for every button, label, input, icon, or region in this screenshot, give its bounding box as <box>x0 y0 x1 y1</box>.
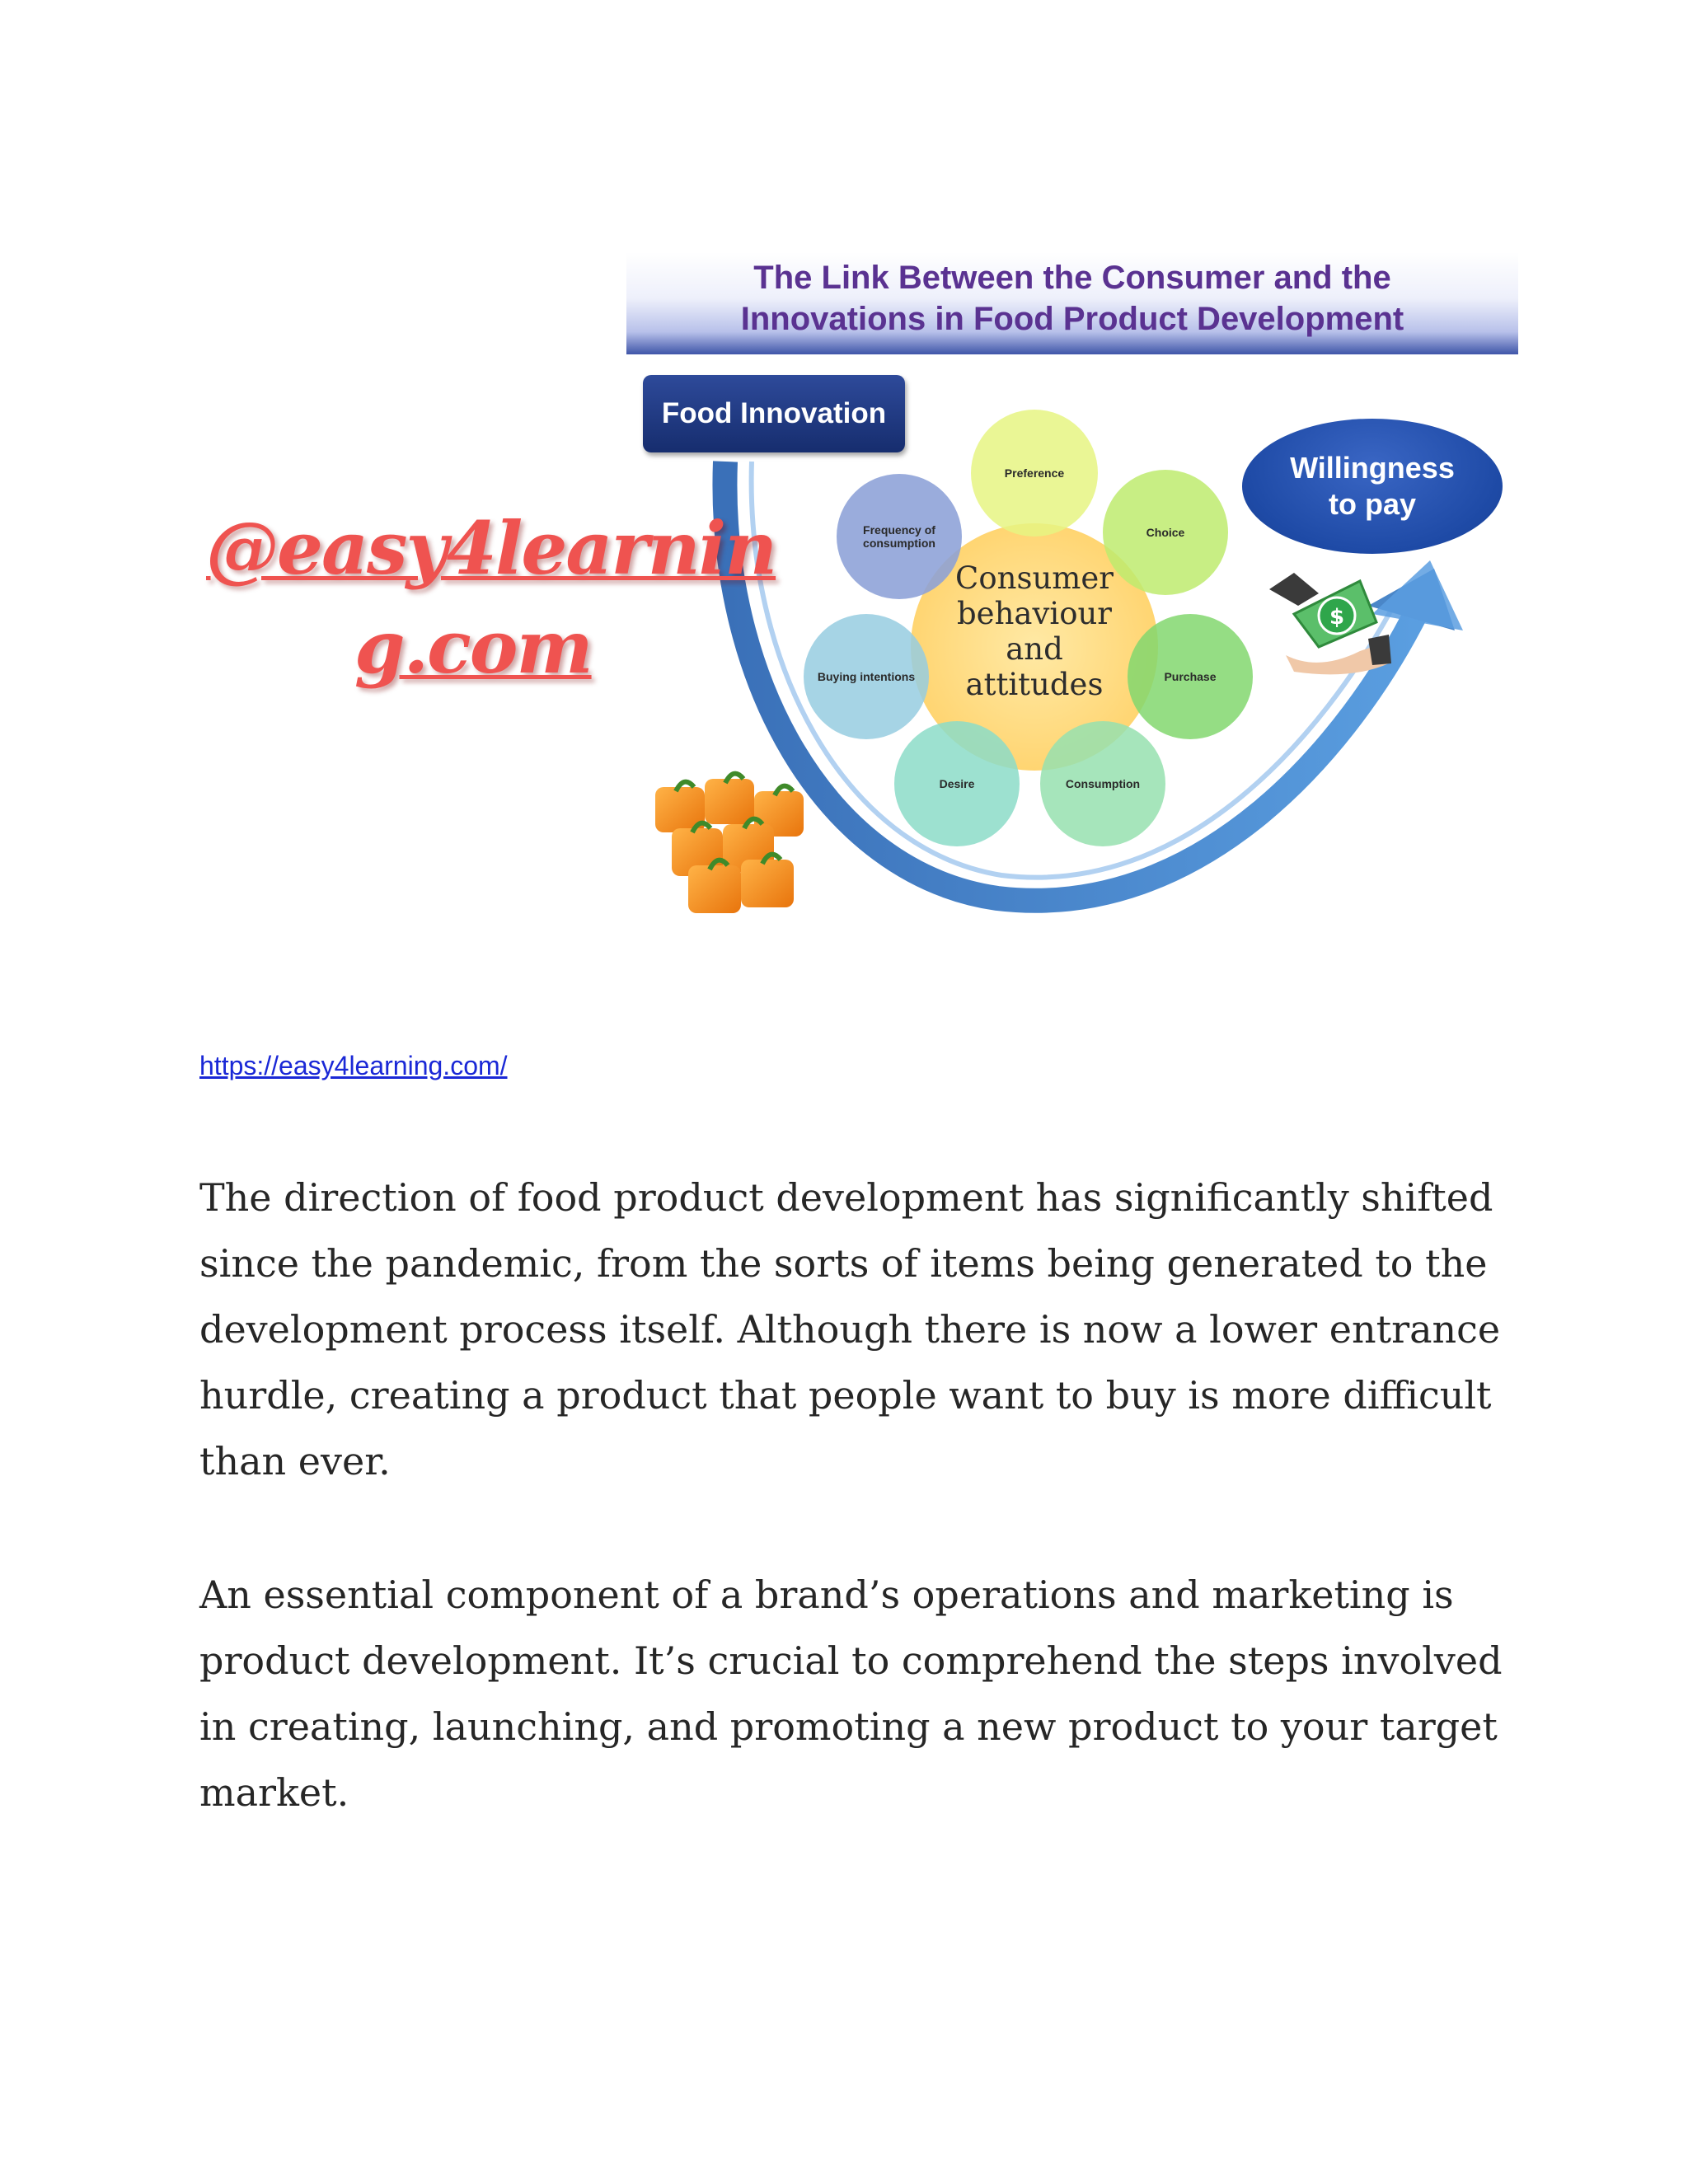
bubble-preference: Preference <box>971 410 1098 537</box>
bubble-frequency: Frequency of consumption <box>837 474 962 599</box>
bubble-desire: Desire <box>894 721 1020 846</box>
bubble-purchase: Purchase <box>1128 614 1253 739</box>
center-line-1: Consumer <box>955 560 1114 596</box>
bubble-buying-intentions: Buying intentions <box>804 614 929 739</box>
paragraph-2: An essential component of a brand’s operations and marketing is product development. It’s crucial to comprehend the steps involved in creating, launching, and promoting a new product to your target market. <box>199 1572 1503 1815</box>
bubble-choice: Choice <box>1103 470 1228 595</box>
watermark-text <box>206 499 776 696</box>
diagram-title-line-2: Innovations in Food Product Development <box>740 301 1404 337</box>
consumer-innovation-diagram <box>0 0 1688 972</box>
diagram-title-line-1: The Link Between the Consumer and the <box>753 260 1391 296</box>
center-line-4: attitudes <box>965 667 1104 702</box>
diagram-title-banner <box>626 252 1518 354</box>
watermark-line-2: g.com <box>354 604 592 690</box>
source-link[interactable]: https://easy4learning.com/ <box>199 1051 508 1080</box>
food-innovation-box: Food Innovation <box>643 375 905 452</box>
center-line-2: behaviour <box>957 596 1112 631</box>
paragraph-1: The direction of food product development has significantly shifted since the pandemic, from the sorts of items being generated to the development process itself. Although there is now a lower entrance hurdle, creating a product that people want to buy is more difficult than ever. <box>199 1175 1501 1483</box>
bubble-consumption: Consumption <box>1040 721 1165 846</box>
square-oranges-image <box>639 762 828 919</box>
center-line-3: and <box>1006 631 1063 667</box>
willingness-to-pay-oval <box>1242 419 1503 554</box>
willingness-line-1: Willingness <box>1290 451 1455 485</box>
center-label <box>940 560 1129 702</box>
money-hands-icon <box>1261 556 1393 680</box>
watermark-line-1: @easy4learnin <box>206 505 776 591</box>
svg-text:$: $ <box>1329 605 1345 630</box>
willingness-line-2: to pay <box>1328 487 1416 521</box>
